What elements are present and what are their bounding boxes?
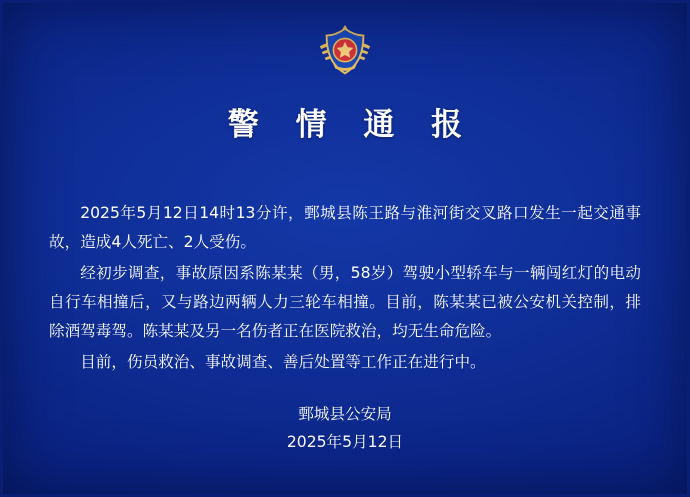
document-title: 警 情 通 报	[227, 107, 476, 143]
police-badge-emblem	[314, 21, 376, 83]
issue-date: 2025年5月12日	[286, 433, 404, 451]
paragraph-1: 2025年5月12日14时13分许，鄄城县陈王路与淮河街交叉路口发生一起交通事故，造成4人死亡、2人受伤。	[49, 204, 641, 251]
document-body	[49, 199, 641, 379]
issuing-organization: 鄄城县公安局	[298, 405, 392, 423]
emblem-container	[3, 21, 687, 83]
paragraph-3: 目前，伤员救治、事故调查、善后处置等工作正在进行中。	[80, 353, 486, 371]
signature-block	[3, 400, 687, 456]
paragraph-2: 经初步调查，事故原因系陈某某（男，58岁）驾驶小型轿车与一辆闯红灯的电动自行车相撞后，又与路边两辆人力三轮车相撞。目前，陈某某已被公安机关控制，排除酒驾毒驾。陈某某及另一名伤者正在医院救治，均无生命危险。	[49, 264, 641, 340]
